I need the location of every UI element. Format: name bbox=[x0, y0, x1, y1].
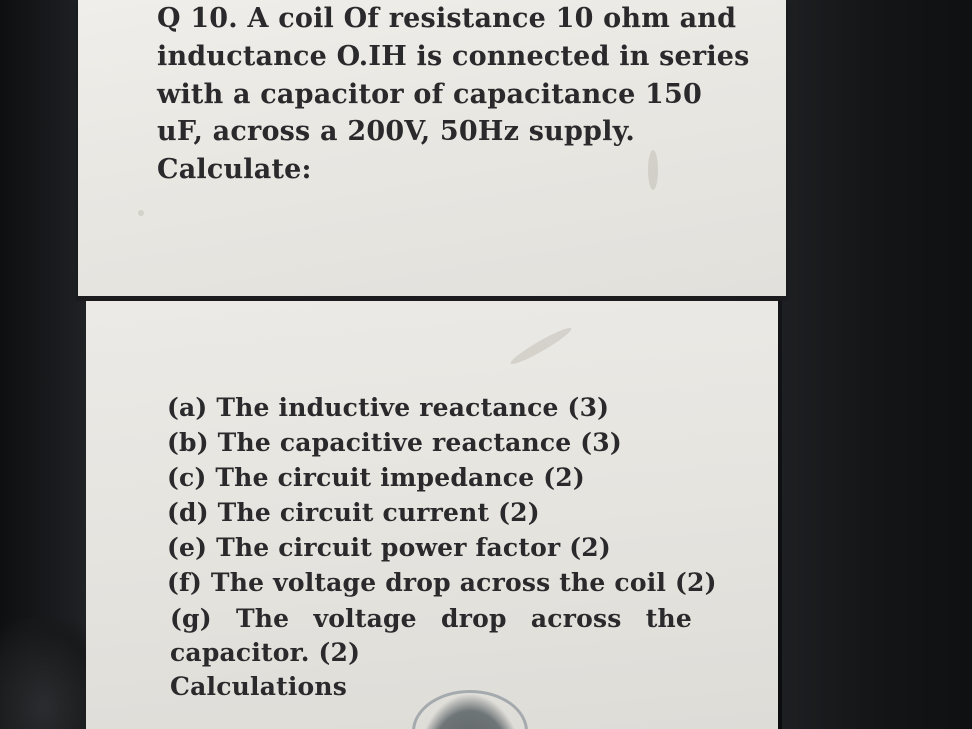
dark-background-right bbox=[782, 0, 972, 729]
question-line-2: inductance O.IH is connected in series bbox=[157, 41, 750, 72]
part-g-word: The bbox=[236, 604, 290, 633]
paper-scuff bbox=[138, 210, 144, 216]
part-g-word: the bbox=[645, 604, 692, 633]
part-g-word: voltage bbox=[313, 604, 417, 633]
question-line-3: with a capacitor of capacitance 150 bbox=[157, 79, 703, 110]
part-c: (c) The circuit impedance (2) bbox=[167, 463, 585, 492]
part-g-line-1 bbox=[170, 601, 692, 636]
part-b: (b) The capacitive reactance (3) bbox=[167, 428, 622, 457]
part-g-line-2: capacitor. (2) bbox=[170, 638, 361, 667]
part-f: (f) The voltage drop across the coil (2) bbox=[167, 568, 717, 597]
question-line-1: Q 10. A coil Of resistance 10 ohm and bbox=[157, 3, 737, 34]
part-e: (e) The circuit power factor (2) bbox=[167, 533, 611, 562]
paper-scuff bbox=[508, 324, 574, 368]
paper-scuff bbox=[648, 150, 658, 190]
question-calculate-label: Calculate: bbox=[157, 154, 312, 185]
part-g-word: (g) bbox=[170, 604, 212, 633]
question-line-4: uF, across a 200V, 50Hz supply. bbox=[157, 116, 635, 147]
calculations-heading: Calculations bbox=[170, 672, 348, 701]
part-a: (a) The inductive reactance (3) bbox=[167, 393, 610, 422]
part-d: (d) The circuit current (2) bbox=[167, 498, 540, 527]
part-g-word: across bbox=[530, 604, 622, 633]
part-g-word: drop bbox=[441, 604, 507, 633]
